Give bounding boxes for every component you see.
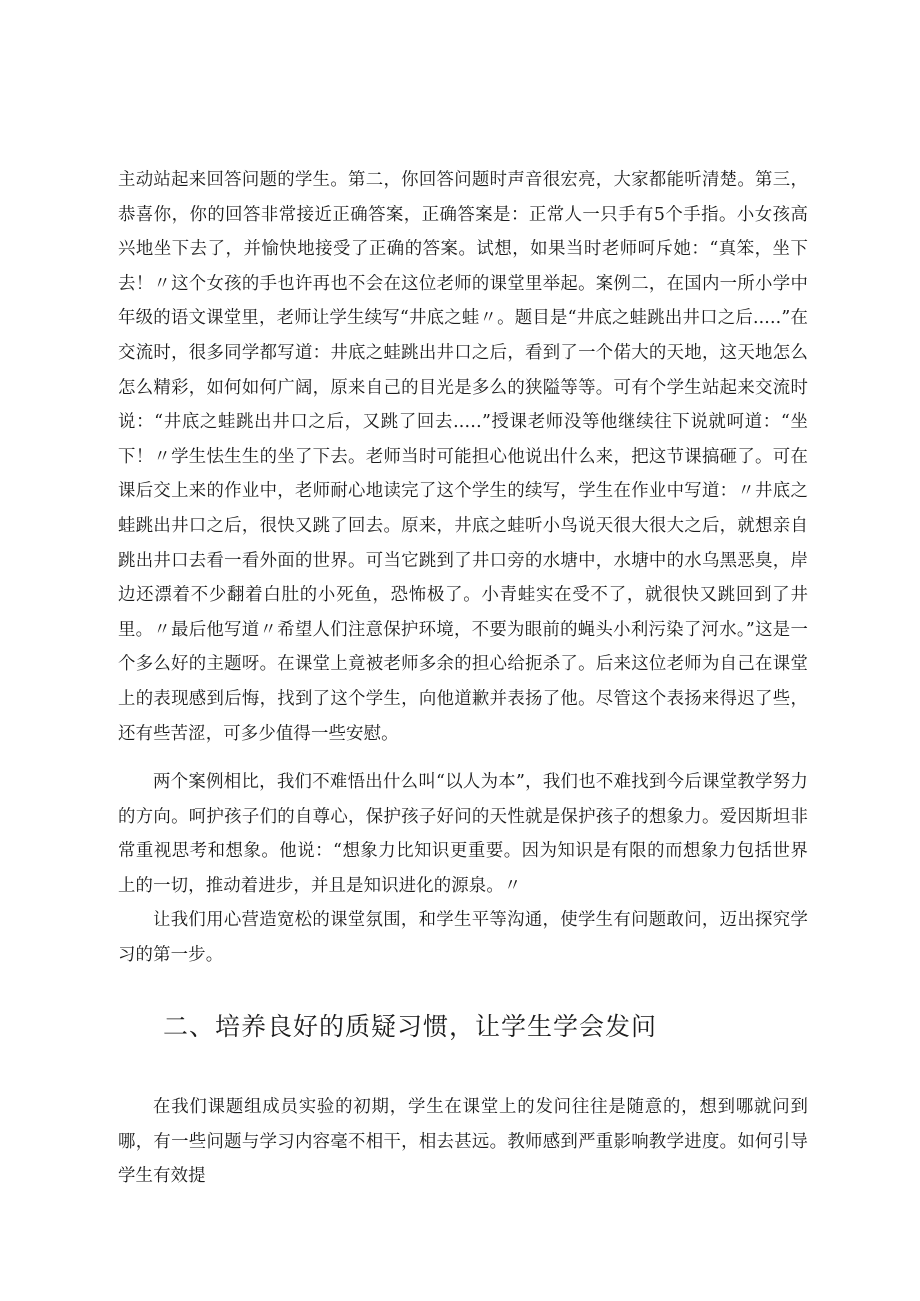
paragraph-comparison: 两个案例相比，我们不难悟出什么叫“以人为本”，我们也不难找到今后课堂教学努力的方向。呵护孩子们的自尊心，保护孩子好问的天性就是保护孩子的想象力。爱因斯坦非常重视思考和想象。他说：“想象力比知识更重要。因为知识是有限的而想象力包括世界上的一切，推动着进步，并且是知识进化的源泉。〃 bbox=[118, 772, 808, 896]
paragraph-section-intro: 在我们课题组成员实验的初期，学生在课堂上的发问往往是随意的，想到哪就问到哪，有一些问题与学习内容毫不相干，相去甚远。教师感到严重影响教学进度。如何引导学生有效提 bbox=[118, 1097, 808, 1187]
paragraph-case-two: 主动站起来回答问题的学生。第二，你回答问题时声音很宏亮，大家都能听清楚。第三，恭喜你，你的回答非常接近正确答案，正确答案是：正常人一只手有5个手指。小女孩高兴地坐下去了，并愉快地接受了正确的答案。试想，如果当时老师呵斥她：“真笨，坐下去！〃这个女孩的手也许再也不会在这位老师的课堂里举起。案例二，在国内一所小学中年级的语文课堂里，老师让学生续写“井底之蛙〃。题目是“井底之蛙跳出井口之后.....”在交流时，很多同学都写道：井底之蛙跳出井口之后，看到了一个偌大的天地，这天地怎么怎么精彩，如何如何广阔，原来自己的目光是多么的狭隘等等。可有个学生站起来交流时说：“井底之蛙跳出井口之后，又跳了回去..…”授课老师没等他继续往下说就呵道：“坐下！〃学生怯生生的坐了下去。老师当时可能担心他说出什么来，把这节课搞砸了。可在课后交上来的作业中，老师耐心地读完了这个学生的续写，学生在作业中写道：〃井底之蛙跳出井口之后，很快又跳了回去。原来，井底之蛙听小鸟说天很大很大之后，就想亲自跳出井口去看一看外面的世界。可当它跳到了井口旁的水塘中，水塘中的水乌黑恶臭，岸边还漂着不少翻着白肚的小死鱼，恐怖极了。小青蛙实在受不了，就很快又跳回到了井里。〃最后他写道〃希望人们注意保护环境，不要为眼前的蝇头小利污染了河水。”这是一个多么好的主题呀。在课堂上竟被老师多余的担心给扼杀了。后来这位老师为自己在课堂上的表现感到后悔，找到了这个学生，向他道歉并表扬了他。尽管这个表扬来得迟了些，还有些苦涩，可多少值得一些安慰。 bbox=[118, 170, 808, 744]
paragraph-call-to-action: 让我们用心营造宽松的课堂氛围，和学生平等沟通，使学生有问题敢问，迈出探究学习的第一步。 bbox=[118, 910, 808, 965]
section-heading: 二、培养良好的质疑习惯，让学生学会发问 bbox=[163, 1012, 658, 1041]
